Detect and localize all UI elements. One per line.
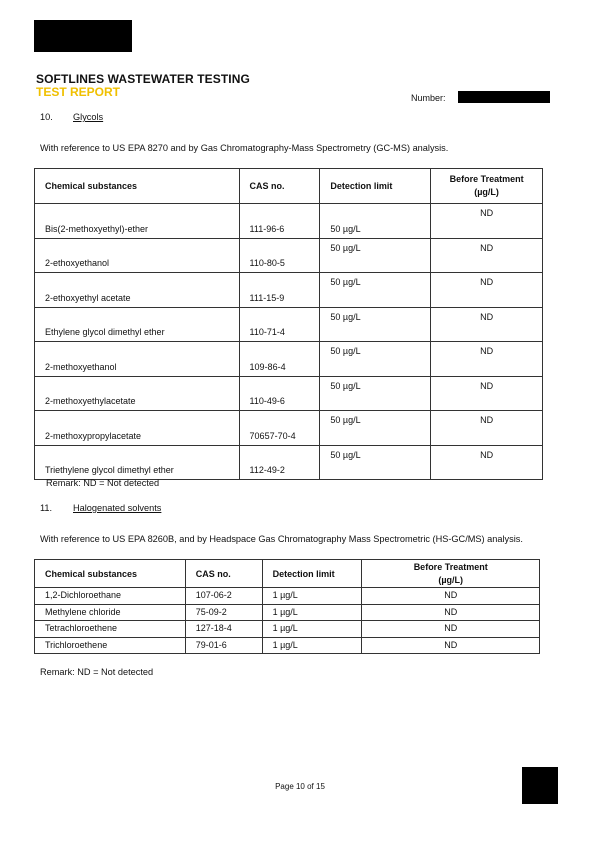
cas-cell: 111-96-6 (249, 223, 285, 234)
limit-cell: 50 µg/L (330, 242, 361, 253)
section-name: Halogenated solvents (73, 503, 162, 513)
section-10-heading (40, 112, 103, 122)
table-row (35, 621, 540, 638)
limit-cell: 1 µg/L (262, 588, 362, 605)
table-row (35, 604, 540, 621)
result-cell: ND (362, 588, 540, 605)
limit-cell: 50 µg/L (330, 277, 361, 287)
table-row (35, 376, 543, 411)
cas-cell: 79-01-6 (185, 637, 262, 654)
cas-cell: 110-80-5 (249, 258, 285, 268)
table-row (35, 307, 543, 342)
cas-cell: 107-06-2 (185, 588, 262, 605)
substance-cell: 1,2-Dichloroethane (35, 588, 186, 605)
column-header: Chemical substances (35, 169, 240, 204)
cas-cell: 70657-70-4 (249, 430, 296, 441)
redacted-stamp (522, 767, 558, 804)
halogenated-solvents-table (34, 559, 540, 654)
limit-cell: 1 µg/L (262, 637, 362, 654)
result-cell: ND (480, 380, 494, 391)
limit-cell: 50 µg/L (330, 346, 361, 356)
result-cell: ND (480, 208, 494, 218)
redacted-logo (34, 20, 132, 52)
section-11-intro: With reference to US EPA 8260B, and by Headspace Gas Chromatography Mass Spectrometric (HS-GC/MS) analysis. (40, 534, 523, 544)
report-title: SOFTLINES WASTEWATER TESTING (36, 72, 250, 86)
column-header: Chemical substances (35, 560, 186, 588)
table-row (35, 273, 543, 308)
cas-cell: 127-18-4 (185, 621, 262, 638)
result-cell: ND (480, 415, 494, 425)
substance-cell: Ethylene glycol dimethyl ether (45, 327, 165, 337)
table-row (35, 342, 543, 377)
section-name: Glycols (73, 112, 104, 122)
cas-cell: 111-15-9 (249, 292, 285, 303)
cas-cell: 112-49-2 (249, 465, 285, 475)
report-subtitle: TEST REPORT (36, 85, 121, 99)
limit-cell: 50 µg/L (330, 380, 361, 391)
glycols-table (34, 168, 543, 480)
column-header: Before Treatment (µg/L) (431, 169, 543, 204)
substance-cell: Methylene chloride (35, 604, 186, 621)
table-row (35, 238, 543, 273)
column-header: Before Treatment (µg/L) (362, 560, 540, 588)
cas-cell: 110-71-4 (249, 327, 285, 337)
substance-cell: 2-ethoxyethanol (45, 258, 110, 268)
number-label: Number: (411, 93, 446, 103)
section-11-heading (40, 503, 161, 513)
result-cell: ND (362, 604, 540, 621)
section-number: 10. (40, 112, 53, 122)
table-header-row (35, 169, 543, 204)
result-cell: ND (480, 449, 494, 460)
table-row (35, 445, 543, 480)
column-header: Detection limit (320, 169, 431, 204)
column-header: CAS no. (239, 169, 320, 204)
substance-cell: 2-methoxyethylacetate (45, 396, 136, 406)
table-header-row (35, 560, 540, 588)
substance-cell: 2-ethoxyethyl acetate (45, 292, 131, 303)
substance-cell: 2-methoxyethanol (45, 361, 117, 372)
result-cell: ND (480, 346, 494, 356)
limit-cell: 1 µg/L (262, 621, 362, 638)
limit-cell: 50 µg/L (330, 449, 361, 460)
table-row (35, 411, 543, 446)
limit-cell: 50 µg/L (330, 311, 361, 322)
cas-cell: 75-09-2 (185, 604, 262, 621)
limit-cell: 50 µg/L (330, 415, 361, 425)
limit-cell: 1 µg/L (262, 604, 362, 621)
cas-cell: 110-49-6 (249, 396, 285, 406)
section-10-intro: With reference to US EPA 8270 and by Gas Chromatography-Mass Spectrometry (GC-MS) analysis. (40, 143, 449, 153)
section-11-remark: Remark: ND = Not detected (40, 667, 154, 677)
substance-cell: Bis(2-methoxyethyl)-ether (45, 223, 149, 234)
table-row (35, 637, 540, 654)
redacted-number (458, 91, 550, 103)
cas-cell: 109-86-4 (249, 361, 286, 372)
substance-cell: Tetrachloroethene (35, 621, 186, 638)
result-cell: ND (480, 311, 494, 322)
result-cell: ND (362, 637, 540, 654)
result-cell: ND (362, 621, 540, 638)
table-row (35, 588, 540, 605)
limit-cell: 50 µg/L (330, 223, 361, 234)
column-header: Detection limit (262, 560, 362, 588)
result-cell: ND (480, 242, 494, 253)
section-number: 11. (40, 503, 53, 513)
section-10-remark: Remark: ND = Not detected (46, 478, 160, 488)
result-cell: ND (480, 277, 494, 287)
substance-cell: Triethylene glycol dimethyl ether (45, 465, 174, 475)
substance-cell: 2-methoxypropylacetate (45, 430, 142, 441)
substance-cell: Trichloroethene (35, 637, 186, 654)
page-number: Page 10 of 15 (275, 782, 325, 791)
table-row (35, 204, 543, 239)
column-header: CAS no. (185, 560, 262, 588)
